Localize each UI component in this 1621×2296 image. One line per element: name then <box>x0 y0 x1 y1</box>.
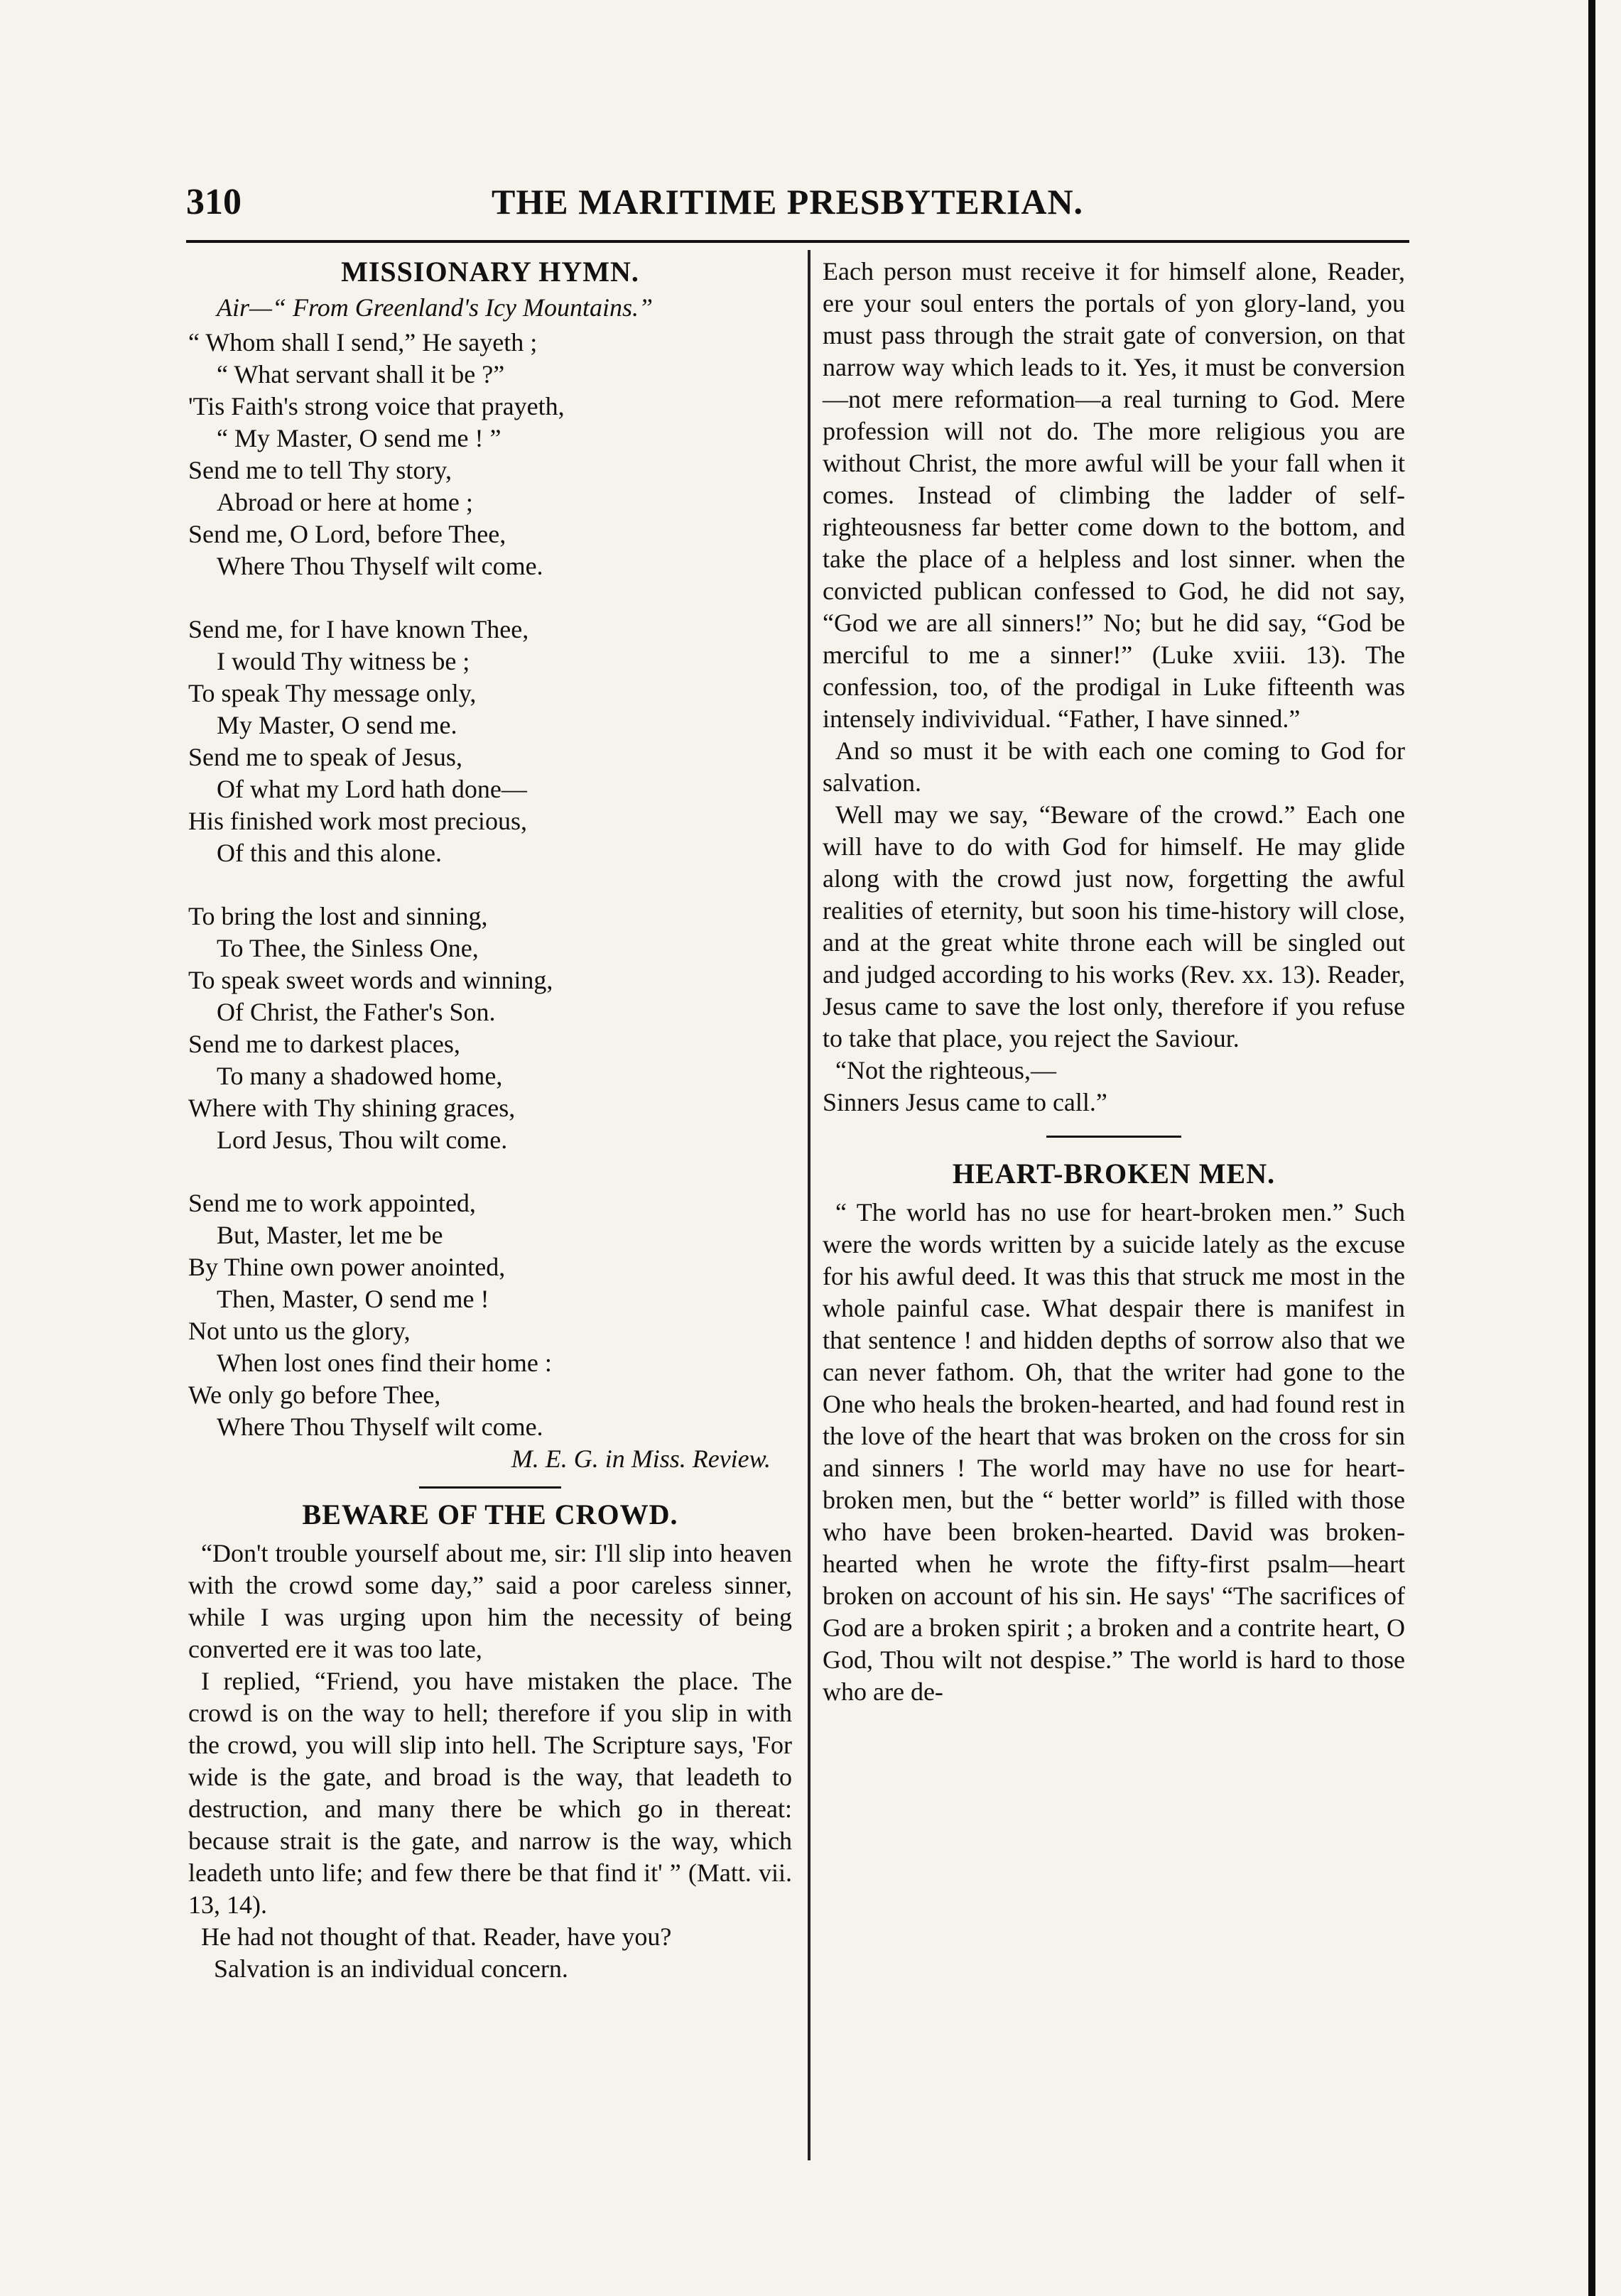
hymn-air-label: Air— <box>217 293 273 322</box>
hymn-line: Then, Master, O send me ! <box>217 1285 489 1313</box>
hymn-line: But, Master, let me be <box>217 1221 443 1249</box>
crowd-continued-paragraph: Well may we say, “Beware of the crowd.” Each one will have to do with God for himself. He may glide along with the crowd just now, forgetting the awful realities of eternity, but soon his time-history will close, and at the great white throne each will be singled out and judged according to his works (Rev. xx. 13). Reader, Jesus came to save the lost only, therefore if you refuse to take that place, you reject the Saviour. <box>823 800 1405 1052</box>
hymn-line: Not unto us the glory, <box>188 1317 411 1345</box>
hymn-line: Send me, O Lord, before Thee, <box>188 520 506 548</box>
header-rule <box>186 240 1409 243</box>
hymn-line: Send me, for I have known Thee, <box>188 615 529 643</box>
hymn-stanza-1 <box>188 327 792 582</box>
hymn-line: Where Thou Thyself wilt come. <box>217 552 543 580</box>
column-divider <box>808 250 810 2160</box>
page-number: 310 <box>186 182 242 222</box>
crowd-continued-paragraph: Each person must receive it for himself alone, Reader, ere your soul enters the portals of yon glory-land, you must pass through the strait gate of conversion, on that narrow way which leads to it. Yes, it must be conversion—not mere reformation—a real turning to God. Mere profession will not do. The more religious you are without Christ, the more awful will be your fall when it comes. Instead of climbing the ladder of self-righteousness far better come down to the bottom, and take the place of a helpless and lost sinner. when the convicted publican confessed to God, he did not say, “God we are all sinners!” No; but he did say, “God be merciful to me a sinner!” (Luke xviii. 13). The confession, too, of the prodigal in Luke fifteenth was intensely indivividual. “Father, I have sinned.” <box>823 257 1405 733</box>
crowd-paragraph: Salvation is an individual concern. <box>214 1954 568 1983</box>
hymn-line: To speak Thy message only, <box>188 679 477 707</box>
hymn-line: To speak sweet words and winning, <box>188 966 553 994</box>
hymn-line: “ Whom shall I send,” He sayeth ; <box>188 328 538 357</box>
hymn-stanza-4 <box>188 1187 792 1443</box>
hymn-line: Lord Jesus, Thou wilt come. <box>217 1126 508 1154</box>
hymn-line: Where with Thy shining graces, <box>188 1094 516 1122</box>
right-column <box>823 256 1405 1708</box>
hymn-line: To bring the lost and sinning, <box>188 902 488 930</box>
hymn-line: To Thee, the Sinless One, <box>217 934 479 962</box>
hymn-title: MISSIONARY HYMN. <box>341 256 639 288</box>
crowd-paragraph: I replied, “Friend, you have mistaken the place. The crowd is on the way to hell; therefore if you slip in with the crowd, you will slip into hell. The Scripture says, 'For wide is the gate, and broad is the way, that leadeth to destruction, and many there be which go in thereat: because strait is the gate, and narrow is the way, which leadeth unto life; and few there be that find it' ” (Matt. vii. 13, 14). <box>188 1667 792 1919</box>
hymn-line: Send me to speak of Jesus, <box>188 743 462 771</box>
hymn-line: Send me to tell Thy story, <box>188 456 452 484</box>
verse-line: Sinners Jesus came to call.” <box>823 1088 1107 1116</box>
crowd-paragraph: He had not thought of that. Reader, have you? <box>201 1922 672 1951</box>
crowd-paragraph: “Don't trouble yourself about me, sir: I'll slip into heaven with the crowd some day,” said a poor careless sinner, while I was urging upon him the necessity of being converted ere it was too late, <box>188 1539 792 1663</box>
hymn-line: My Master, O send me. <box>217 711 457 739</box>
heart-paragraph: “ The world has no use for heart-broken men.” Such were the words written by a suicide lately as the excuse for his awful deed. It was this that struck me most in the whole painful case. What despair there is manifest in that sentence ! and hidden depths of sorrow also that we can never fathom. Oh, that the writer had gone to the One who heals the broken-hearted, and had found rest in the love of the heart that was broken on the cross for sin and sinners ! The world may have no use for heart-broken men, but the “ better world” is filled with those who have been broken-hearted. David was broken-hearted when he wrote the fifty-first psalm—heart broken on account of his sin. He says' “The sacrifices of God are a broken spirit ; a broken and a contrite heart, O God, Thou wilt not despise.” The world is hard to those who are de- <box>823 1198 1405 1706</box>
hymn-line: His finished work most precious, <box>188 807 527 835</box>
page-header <box>186 181 1409 224</box>
crowd-verse <box>823 1055 1405 1119</box>
hymn-line: Abroad or here at home ; <box>217 488 473 516</box>
section-rule <box>1046 1136 1181 1138</box>
heart-title: HEART-BROKEN MEN. <box>952 1158 1276 1190</box>
hymn-air <box>188 292 792 324</box>
hymn-line: Where Thou Thyself wilt come. <box>217 1413 543 1441</box>
hymn-line: “ My Master, O send me ! ” <box>217 424 502 452</box>
hymn-line: Of what my Lord hath done— <box>217 775 527 803</box>
hymn-line: “ What servant shall it be ?” <box>217 360 505 388</box>
hymn-line: Of this and this alone. <box>217 839 442 867</box>
hymn-line: By Thine own power anointed, <box>188 1253 506 1281</box>
hymn-line: Send me to work appointed, <box>188 1189 476 1217</box>
hymn-line: 'Tis Faith's strong voice that prayeth, <box>188 392 565 420</box>
hymn-line: To many a shadowed home, <box>217 1062 503 1090</box>
hymn-line: When lost ones find their home : <box>217 1349 552 1377</box>
left-column <box>188 256 792 1985</box>
journal-title: THE MARITIME PRESBYTERIAN. <box>492 182 1084 222</box>
hymn-line: Of Christ, the Father's Son. <box>217 998 496 1026</box>
crowd-continued-paragraph: And so must it be with each one coming to God for salvation. <box>823 736 1405 797</box>
verse-line: “Not the righteous,— <box>835 1056 1056 1084</box>
crowd-title: BEWARE OF THE CROWD. <box>302 1498 678 1530</box>
hymn-line: We only go before Thee, <box>188 1381 441 1409</box>
section-rule <box>419 1486 561 1489</box>
hymn-stanza-3 <box>188 901 792 1156</box>
hymn-line: Send me to darkest places, <box>188 1030 460 1058</box>
hymn-line: I would Thy witness be ; <box>217 647 470 675</box>
hymn-signature: M. E. G. in Miss. Review. <box>511 1444 771 1473</box>
hymn-air-title: “ From Greenland's Icy Mountains.” <box>272 293 654 322</box>
binding-edge-rule <box>1588 0 1595 2296</box>
hymn-stanza-2 <box>188 614 792 869</box>
